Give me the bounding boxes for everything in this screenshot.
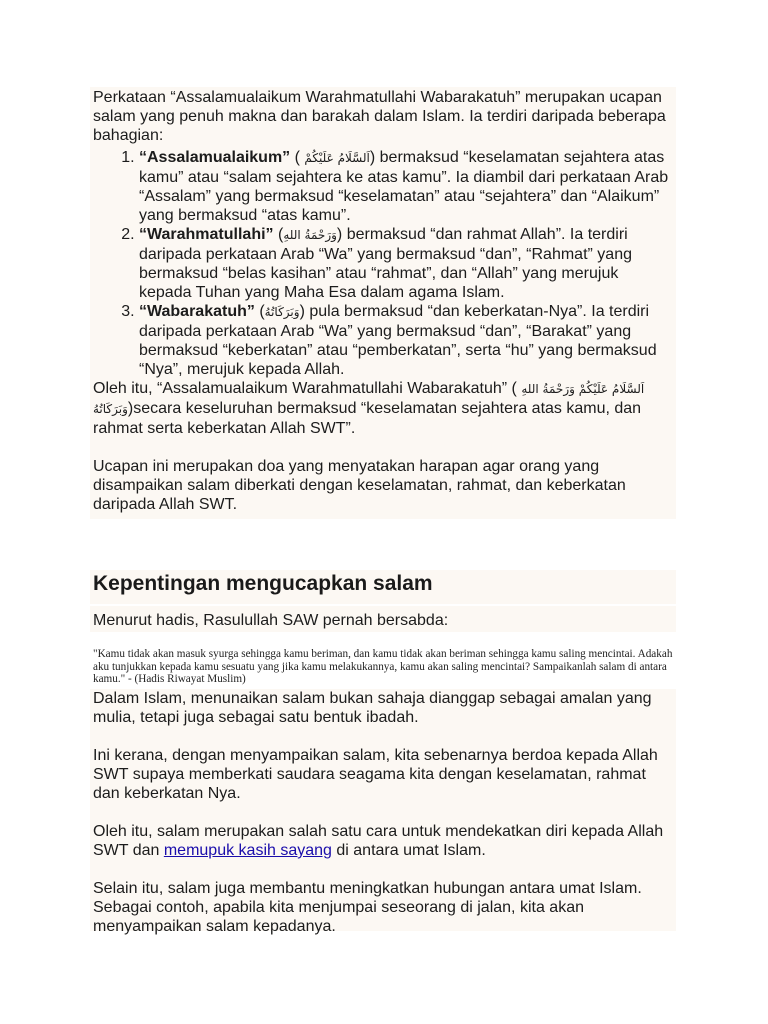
closing-paragraph: Ucapan ini merupakan doa yang menyatakan harapan agar orang yang disampaikan salam diberkati dengan keselamatan, rahmat, dan keberkatan daripada Allah SWT. xyxy=(93,458,626,513)
heading-section xyxy=(90,570,676,604)
p3-post: di antara umat Islam. xyxy=(331,842,486,859)
intro-section xyxy=(90,87,676,519)
list-item-wabarakatuh xyxy=(139,302,673,379)
conclusion-paragraph xyxy=(93,379,673,438)
item-text-wabarakatuh: ) pula bermaksud “dan keberkatan-Nya”. Ia terdiri daripada perkataan Arab “Wa” yang bermaksud “dan”, “Barakat” yang bermaksud “keberkatan” atau “pemberkatan”, serta “hu” yang bermaksud “Nya”, merujuk kepada Allah. xyxy=(139,303,657,378)
conclusion-pre: Oleh itu, “Assalamualaikum Warahmatullahi Wabarakatuh” ( xyxy=(93,380,522,397)
list-item-warahmatullahi xyxy=(139,225,673,302)
paren-open: ( xyxy=(254,303,265,320)
paren-open: ( xyxy=(290,149,305,166)
conclusion-post: )secara keseluruhan bermaksud “keselamatan sejahtera atas kamu, dan rahmat serta keberkatan Allah SWT”. xyxy=(93,400,642,437)
hadis-intro: Menurut hadis, Rasulullah SAW pernah bersabda: xyxy=(93,612,449,629)
hadis-intro-section xyxy=(90,606,676,632)
term-wabarakatuh: “Wabarakatuh” xyxy=(139,303,255,320)
arabic-full-salam: اَلسَّلَامُ عَلَيْكُمْ وَرَحْمَةُ اللهِ وَبَرَكَاتُهُ xyxy=(93,382,645,416)
item-text-assalamualaikum: ) bermaksud “keselamatan sejahtera atas kamu” atau “salam sejahtera ke atas kamu”. Ia diambil dari perkataan Arab “Assalam” yang bermaksud “keselamatan” atau “sejahtera” dan “Alaikum” yang bermaksud “atas kamu”. xyxy=(139,149,669,224)
paren-open: ( xyxy=(273,226,284,243)
arabic-warahmatullahi: وَرَحْمَةُ اللهِ xyxy=(283,228,337,242)
intro-paragraph: Perkataan “Assalamualaikum Warahmatullahi Wabarakatuh” merupakan ucapan salam yang penuh makna dan barakah dalam Islam. Ia terdiri daripada beberapa bahagian: xyxy=(93,89,666,144)
section-heading: Kepentingan mengucapkan salam xyxy=(93,572,433,595)
hadis-quote-section xyxy=(93,648,673,686)
paragraph-doa: Ini kerana, dengan menyampaikan salam, kita sebenarnya berdoa kepada Allah SWT supaya memberkati saudara seagama kita dengan keselamatan, rahmat dan keberkatan Nya. xyxy=(93,747,658,802)
paragraph-mendekatkan xyxy=(93,822,673,860)
hadis-quote: "Kamu tidak akan masuk syurga sehingga kamu beriman, dan kamu tidak akan beriman sehingga kamu saling mencintai. Adakah aku tunjukkan kepada kamu sesuatu yang jika kamu melakukannya, kamu akan saling mencintai? Sampaikanlah salam di antara kamu." - (Hadis Riwayat Muslim) xyxy=(93,648,673,685)
list-item-assalamualaikum xyxy=(139,148,673,225)
paragraph-ibadah: Dalam Islam, menunaikan salam bukan sahaja dianggap sebagai amalan yang mulia, tetapi juga sebagai satu bentuk ibadah. xyxy=(93,690,652,726)
importance-section xyxy=(90,689,676,935)
arabic-wabarakatuh: وَبَرَكَاتُهُ xyxy=(264,305,300,319)
paragraph-hubungan: Selain itu, salam juga membantu meningkatkan hubungan antara umat Islam. Sebagai contoh, apabila kita menjumpai seseorang di jalan, kita akan menyampaikan salam kepadanya. xyxy=(93,880,642,935)
arabic-assalamualaikum: اَلسَّلَامُ عَلَيْكُمْ xyxy=(304,151,370,165)
salam-parts-list xyxy=(93,148,673,379)
term-warahmatullahi: “Warahmatullahi” xyxy=(139,226,274,243)
item-text-warahmatullahi: ) bermaksud “dan rahmat Allah”. Ia terdiri daripada perkataan Arab “Wa” yang bermaksud “dan”, “Rahmat” yang bermaksud “belas kasihan” atau “rahmat”, dan “Allah” yang merujuk kepada Tuhan yang Maha Esa dalam agama Islam. xyxy=(139,226,632,301)
term-assalamualaikum: “Assalamualaikum” xyxy=(139,149,291,166)
p3-pre: Oleh itu, salam merupakan salah satu cara untuk mendekatkan diri kepada Allah SWT dan xyxy=(93,823,664,859)
kasih-sayang-link[interactable]: memupuk kasih sayang xyxy=(163,842,332,859)
